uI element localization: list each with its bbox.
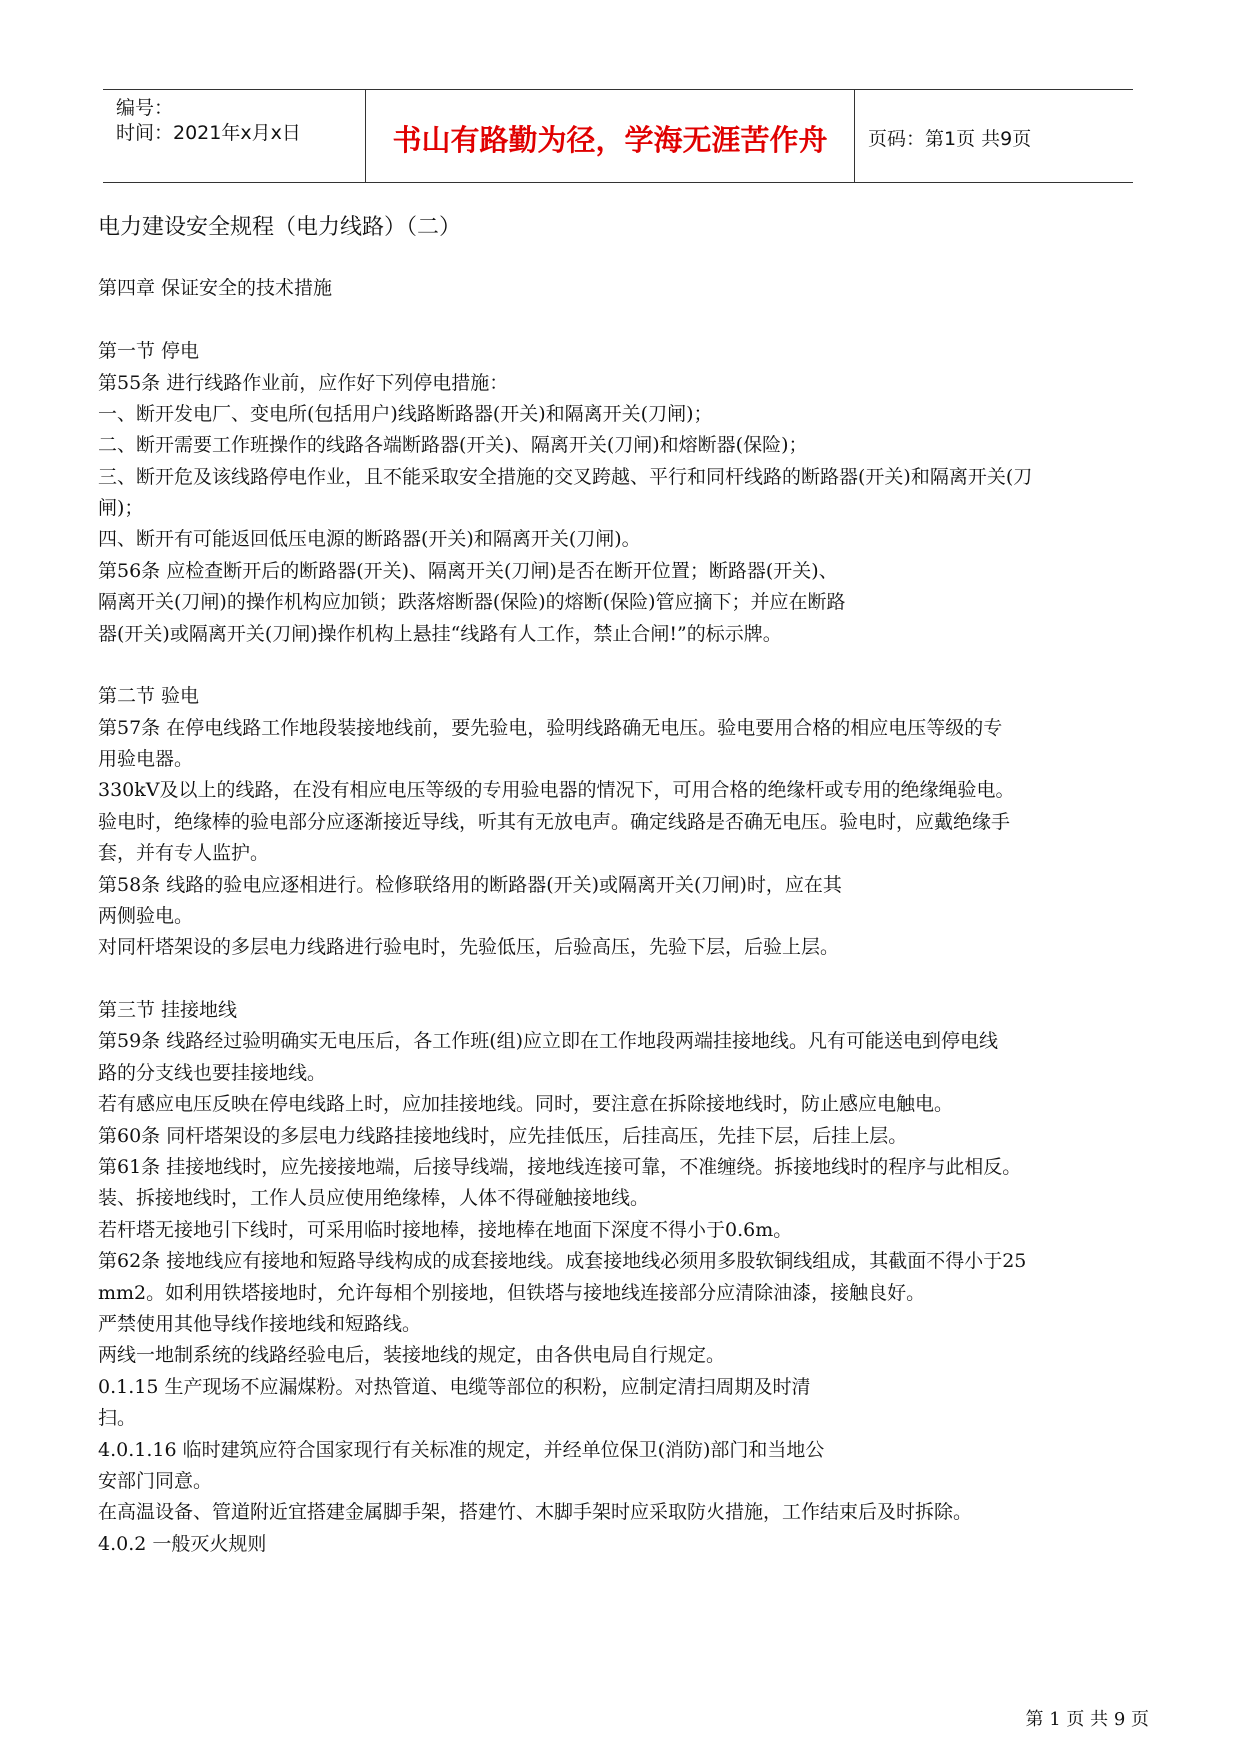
- text-line: 隔离开关(刀闸)的操作机构应加锁；跌落熔断器(保险)的熔断(保险)管应摘下；并应在断路: [98, 591, 846, 613]
- text-line: 第58条 线路的验电应逐相进行。检修联络用的断路器(开关)或隔离开关(刀闸)时，应在其: [98, 874, 842, 896]
- motto-text: 书山有路勤为径，学海无涯苦作舟: [392, 123, 828, 157]
- document-title: 电力建设安全规程（电力线路）（二）: [98, 215, 462, 240]
- text-line: 扫。: [98, 1407, 137, 1429]
- header-page-number: 页码：第1页 共9页: [868, 128, 1032, 150]
- text-line: 一、断开发电厂、变电所(包括用户)线路断路器(开关)和隔离开关(刀闸)；: [98, 403, 713, 425]
- text-line: 套，并有专人监护。: [98, 842, 270, 864]
- text-line: 4.0.2 一般灭火规则: [98, 1533, 267, 1555]
- text-line: 路的分支线也要挂接地线。: [98, 1062, 327, 1084]
- text-line: 装、拆接地线时，工作人员应使用绝缘棒，人体不得碰触接地线。: [98, 1187, 650, 1209]
- text-line: mm2。如利用铁塔接地时，允许每相个别接地，但铁塔与接地线连接部分应清除油漆，接触良好。: [98, 1282, 926, 1304]
- section-heading: 第一节 停电: [98, 340, 200, 362]
- chapter-heading: 第四章 保证安全的技术措施: [98, 277, 333, 299]
- text-line: 两线一地制系统的线路经验电后，装接地线的规定，由各供电局自行规定。: [98, 1344, 726, 1366]
- text-line: 安部门同意。: [98, 1470, 213, 1492]
- page-footer: 第 1 页 共 9 页: [1025, 1709, 1149, 1730]
- text-line: 若杆塔无接地引下线时，可采用临时接地棒，接地棒在地面下深度不得小于0.6m。: [98, 1219, 793, 1241]
- text-line: 第59条 线路经过验明确实无电压后，各工作班(组)应立即在工作地段两端挂接地线。凡有可能送电到停电线: [98, 1030, 999, 1052]
- text-line: 第57条 在停电线路工作地段装接地线前，要先验电，验明线路确无电压。验电要用合格的相应电压等级的专: [98, 717, 1003, 739]
- text-line: 在高温设备、管道附近宜搭建金属脚手架，搭建竹、木脚手架时应采取防火措施，工作结束后及时拆除。: [98, 1501, 973, 1523]
- text-line: 闸)；: [98, 497, 144, 519]
- text-line: 第55条 进行线路作业前，应作好下列停电措施：: [98, 372, 509, 394]
- text-line: 第62条 接地线应有接地和短路导线构成的成套接地线。成套接地线必须用多股软铜线组成，其截面不得小于25: [98, 1250, 1027, 1272]
- document-header: [103, 89, 1133, 183]
- text-line: 4.0.1.16 临时建筑应符合国家现行有关标准的规定，并经单位保卫(消防)部门和当地公: [98, 1439, 825, 1461]
- text-line: 对同杆塔架设的多层电力线路进行验电时，先验低压，后验高压，先验下层，后验上层。: [98, 936, 840, 958]
- text-line: 若有感应电压反映在停电线路上时，应加挂接地线。同时，要注意在拆除接地线时，防止感应电触电。: [98, 1093, 954, 1115]
- time-label: 时间：2021年x月x日: [116, 122, 301, 144]
- text-line: 两侧验电。: [98, 905, 194, 927]
- text-line: 四、断开有可能返回低压电源的断路器(开关)和隔离开关(刀闸)。: [98, 528, 641, 550]
- header-info-cell: [103, 90, 364, 182]
- text-line: 第60条 同杆塔架设的多层电力线路挂接地线时，应先挂低压，后挂高压，先挂下层，后挂上层。: [98, 1125, 908, 1147]
- text-line: 验电时，绝缘棒的验电部分应逐渐接近导线，听其有无放电声。确定线路是否确无电压。验电时，应戴绝缘手: [98, 811, 1011, 833]
- text-line: 二、断开需要工作班操作的线路各端断路器(开关)、隔离开关(刀闸)和熔断器(保险)；: [98, 434, 808, 456]
- text-line: 严禁使用其他导线作接地线和短路线。: [98, 1313, 422, 1335]
- text-line: 器(开关)或隔离开关(刀闸)操作机构上悬挂“线路有人工作，禁止合闸!”的标示牌。: [98, 623, 782, 645]
- text-line: 0.1.15 生产现场不应漏煤粉。对热管道、电缆等部位的积粉，应制定清扫周期及时清: [98, 1376, 811, 1398]
- section-heading: 第二节 验电: [98, 685, 200, 707]
- text-line: 330kV及以上的线路，在没有相应电压等级的专用验电器的情况下，可用合格的绝缘杆或专用的绝缘绳验电。: [98, 779, 1015, 801]
- serial-number-label: 编号：: [116, 97, 174, 119]
- text-line: 第61条 挂接地线时，应先接接地端，后接导线端，接地线连接可靠，不准缠绕。拆接地线时的程序与此相反。: [98, 1156, 1022, 1178]
- text-line: 三、断开危及该线路停电作业，且不能采取安全措施的交叉跨越、平行和同杆线路的断路器(开关)和隔离开关(刀: [98, 466, 1033, 488]
- section-heading: 第三节 挂接地线: [98, 999, 238, 1021]
- header-page-cell: [855, 90, 1133, 182]
- header-motto-cell: [365, 90, 855, 182]
- text-line: 用验电器。: [98, 748, 194, 770]
- text-line: 第56条 应检查断开后的断路器(开关)、隔离开关(刀闸)是否在断开位置；断路器(开关)、: [98, 560, 838, 582]
